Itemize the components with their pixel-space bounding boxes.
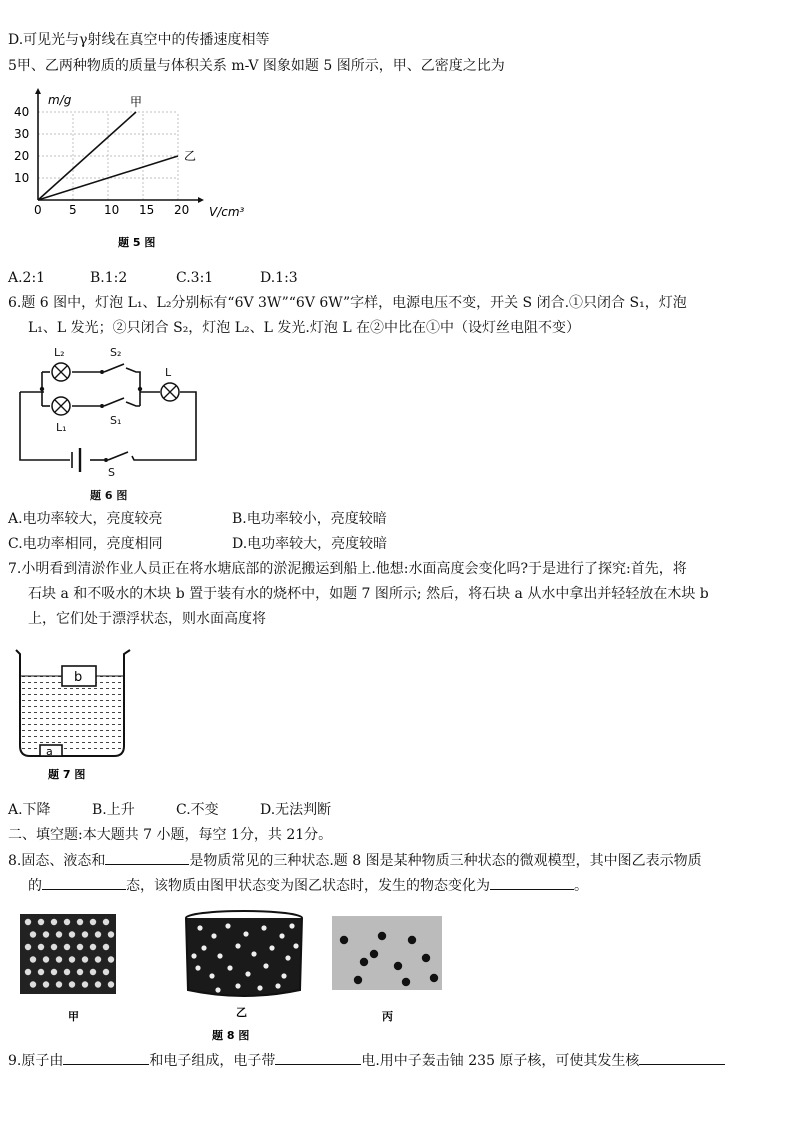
q5-option-d: D.1:3 xyxy=(260,270,298,286)
solid-particle xyxy=(51,969,57,975)
solid-particle xyxy=(82,956,88,962)
q5-option-b: B.1:2 xyxy=(90,270,128,286)
liquid-particle xyxy=(289,923,294,928)
liquid-particle xyxy=(261,925,266,930)
solid-particle xyxy=(108,931,114,937)
gas-particle xyxy=(340,936,348,944)
q7-options xyxy=(8,800,331,820)
liquid-particle xyxy=(235,943,240,948)
liquid-particle xyxy=(201,945,206,950)
series-line-1 xyxy=(38,112,136,200)
q5-option-a: A.2:1 xyxy=(8,270,46,286)
label-jia: 甲 xyxy=(68,1010,79,1023)
x-tick-label: 10 xyxy=(104,203,120,217)
label-l1: L₁ xyxy=(56,421,67,434)
figure-caption: 题 5 图 xyxy=(118,236,156,249)
gas-particle xyxy=(408,936,416,944)
x-axis-arrow-icon xyxy=(198,197,204,203)
solid-particle xyxy=(64,969,70,975)
gas-particle xyxy=(354,976,362,984)
q8-text-2a: 的 xyxy=(28,878,42,894)
solid-particle xyxy=(56,931,62,937)
liquid-particle xyxy=(243,931,248,936)
q6-circuit-diagram xyxy=(14,342,214,507)
solid-particle xyxy=(30,931,36,937)
liquid-particle xyxy=(197,925,202,930)
solid-particle xyxy=(82,981,88,987)
solid-particle xyxy=(90,919,96,925)
solid-particle xyxy=(43,931,49,937)
figure-caption: 题 6 图 xyxy=(90,489,128,502)
solid-particle xyxy=(64,919,70,925)
solid-particle xyxy=(56,981,62,987)
gas-particle xyxy=(430,974,438,982)
liquid-particle xyxy=(209,973,214,978)
solid-particle xyxy=(25,944,31,950)
liquid-particle xyxy=(227,965,232,970)
q9-text-a: 9.原子由 xyxy=(8,1053,64,1069)
q7-option-b: B.上升 xyxy=(92,802,135,818)
solid-particle xyxy=(69,956,75,962)
solid-particle xyxy=(56,956,62,962)
series-label-2: 乙 xyxy=(184,149,197,163)
q6-stem-line1: 6.题 6 图中，灯泡 L₁、L₂分别标有“6V 3W”“6V 6W”字样，电源电压不变，开关 S 闭合.①只闭合 S₁，灯泡 xyxy=(8,295,687,311)
liquid-particle xyxy=(211,933,216,938)
q5-options xyxy=(8,268,298,288)
q7-option-a: A.下降 xyxy=(8,802,51,818)
solid-particle xyxy=(108,981,114,987)
liquid-particle xyxy=(191,953,196,958)
liquid-particle xyxy=(217,953,222,958)
q9-blank-1[interactable] xyxy=(63,1050,149,1065)
q8-blank-3[interactable] xyxy=(490,875,574,890)
q7-option-d: D.无法判断 xyxy=(260,802,332,818)
liquid-particle xyxy=(285,955,290,960)
q8-state-models xyxy=(14,906,454,1046)
x-tick-label: 20 xyxy=(174,203,190,217)
q7-stem-line1: 7.小明看到清淤作业人员正在将水塘底部的淤泥搬运到船上.他想:水面高度会变化吗?于是进行了探究:首先，将 xyxy=(8,561,687,577)
q8-text-2c: 。 xyxy=(574,878,588,894)
label-yi: 乙 xyxy=(236,1006,247,1019)
solid-particle xyxy=(77,944,83,950)
x-tick-label: 15 xyxy=(139,203,155,217)
liquid-model xyxy=(186,918,302,996)
q6-option-c: C.电功率相同，亮度相同 xyxy=(8,536,163,552)
q8-line1 xyxy=(8,850,702,871)
x-tick-label: 0 xyxy=(34,203,42,217)
solid-particle xyxy=(38,944,44,950)
liquid-particle xyxy=(279,933,284,938)
gas-particle xyxy=(402,978,410,986)
solid-particle xyxy=(95,956,101,962)
q6-options-row2 xyxy=(8,534,387,554)
liquid-particle xyxy=(269,945,274,950)
solid-particle xyxy=(64,944,70,950)
q6-option-a: A.电功率较大，亮度较亮 xyxy=(8,511,163,527)
q7-stem-line3: 上，它们处于漂浮状态，则水面高度将 xyxy=(28,611,266,627)
solid-particle xyxy=(103,919,109,925)
q9-blank-2[interactable] xyxy=(275,1050,361,1065)
series-label-1: 甲 xyxy=(130,95,143,109)
q6-stem-line2: L₁、L 发光；②只闭合 S₂，灯泡 L₂、L 发光.灯泡 L 在②中比在①中（设灯丝电阻不变） xyxy=(28,320,581,336)
liquid-particle xyxy=(281,973,286,978)
y-tick-label: 10 xyxy=(14,171,30,185)
section-2-heading: 二、填空题:本大题共 7 小题，每空 1分，共 21分。 xyxy=(8,827,333,843)
q7-stem-line2: 石块 a 和不吸水的木块 b 置于装有水的烧杯中，如题 7 图所示; 然后，将石块 a 从水中拿出并轻轻放在木块 b xyxy=(28,586,709,602)
gas-particle xyxy=(394,962,402,970)
q6-option-b: B.电功率较小，亮度较暗 xyxy=(232,511,387,527)
q9-text-b: 和电子组成，电子带 xyxy=(149,1053,276,1069)
solid-particle xyxy=(82,931,88,937)
solid-particle xyxy=(103,944,109,950)
solid-particle xyxy=(90,944,96,950)
y-axis-label: m/g xyxy=(48,93,72,107)
liquid-particle xyxy=(293,943,298,948)
q5-mv-chart xyxy=(8,88,258,253)
q8-blank-2[interactable] xyxy=(42,875,126,890)
label-s: S xyxy=(108,466,115,479)
solid-particle xyxy=(95,931,101,937)
label-l2: L₂ xyxy=(54,346,65,359)
label-b: b xyxy=(74,670,83,685)
q9-blank-3[interactable] xyxy=(639,1050,725,1065)
solid-particle xyxy=(30,956,36,962)
q6-option-d: D.电功率较大，亮度较暗 xyxy=(232,536,388,552)
q9-line xyxy=(8,1050,725,1071)
label-a: a xyxy=(46,745,53,758)
label-l: L xyxy=(165,366,172,379)
label-bing: 丙 xyxy=(382,1010,393,1023)
liquid-particle xyxy=(215,987,220,992)
liquid-particle xyxy=(225,923,230,928)
figure-caption: 题 8 图 xyxy=(212,1029,250,1042)
label-s1: S₁ xyxy=(110,414,122,427)
solid-particle xyxy=(51,919,57,925)
y-tick-label: 30 xyxy=(14,127,30,141)
y-tick-label: 20 xyxy=(14,149,30,163)
liquid-particle xyxy=(257,985,262,990)
liquid-particle xyxy=(195,965,200,970)
x-tick-label: 5 xyxy=(69,203,77,217)
q7-option-c: C.不变 xyxy=(176,802,219,818)
solid-particle xyxy=(43,981,49,987)
solid-particle xyxy=(77,969,83,975)
solid-particle xyxy=(25,969,31,975)
liquid-particle xyxy=(245,971,250,976)
liquid-particle xyxy=(235,983,240,988)
gas-particle xyxy=(360,958,368,966)
solid-particle xyxy=(69,981,75,987)
solid-particle xyxy=(103,969,109,975)
q8-blank-1[interactable] xyxy=(105,850,189,865)
liquid-particle xyxy=(251,951,256,956)
solid-particle xyxy=(69,931,75,937)
liquid-particle xyxy=(263,963,268,968)
y-tick-label: 40 xyxy=(14,105,30,119)
q8-text-2b: 态，该物质由图甲状态变为图乙状态时，发生的物态变化为 xyxy=(126,878,490,894)
q4-option-d: D.可见光与γ射线在真空中的传播速度相等 xyxy=(8,32,270,48)
q8-text-1a: 8.固态、液态和 xyxy=(8,853,106,869)
gas-particle xyxy=(378,932,386,940)
solid-particle xyxy=(90,969,96,975)
gas-particle xyxy=(422,954,430,962)
solid-particle xyxy=(108,956,114,962)
q6-options-row1 xyxy=(8,509,387,529)
q8-text-1b: 是物质常见的三种状态.题 8 图是某种物质三种状态的微观模型，其中图乙表示物质 xyxy=(189,853,702,869)
q5-option-c: C.3:1 xyxy=(176,270,214,286)
q8-line2 xyxy=(28,875,588,896)
x-axis-label: V/cm³ xyxy=(209,205,245,219)
solid-particle xyxy=(95,981,101,987)
solid-particle xyxy=(38,969,44,975)
solid-particle xyxy=(25,919,31,925)
solid-particle xyxy=(30,981,36,987)
solid-particle xyxy=(77,919,83,925)
gas-model xyxy=(332,916,442,990)
q7-beaker-diagram xyxy=(10,644,140,784)
q9-text-c: 电.用中子轰击铀 235 原子核，可使其发生核 xyxy=(361,1053,640,1069)
figure-caption: 题 7 图 xyxy=(48,768,86,781)
label-s2: S₂ xyxy=(110,346,122,359)
solid-particle xyxy=(43,956,49,962)
solid-particle xyxy=(51,944,57,950)
y-axis-arrow-icon xyxy=(35,88,41,94)
liquid-particle xyxy=(275,983,280,988)
solid-particle xyxy=(38,919,44,925)
q5-stem: 5甲、乙两种物质的质量与体积关系 m-V 图象如题 5 图所示，甲、乙密度之比为 xyxy=(8,58,505,74)
gas-particle xyxy=(370,950,378,958)
